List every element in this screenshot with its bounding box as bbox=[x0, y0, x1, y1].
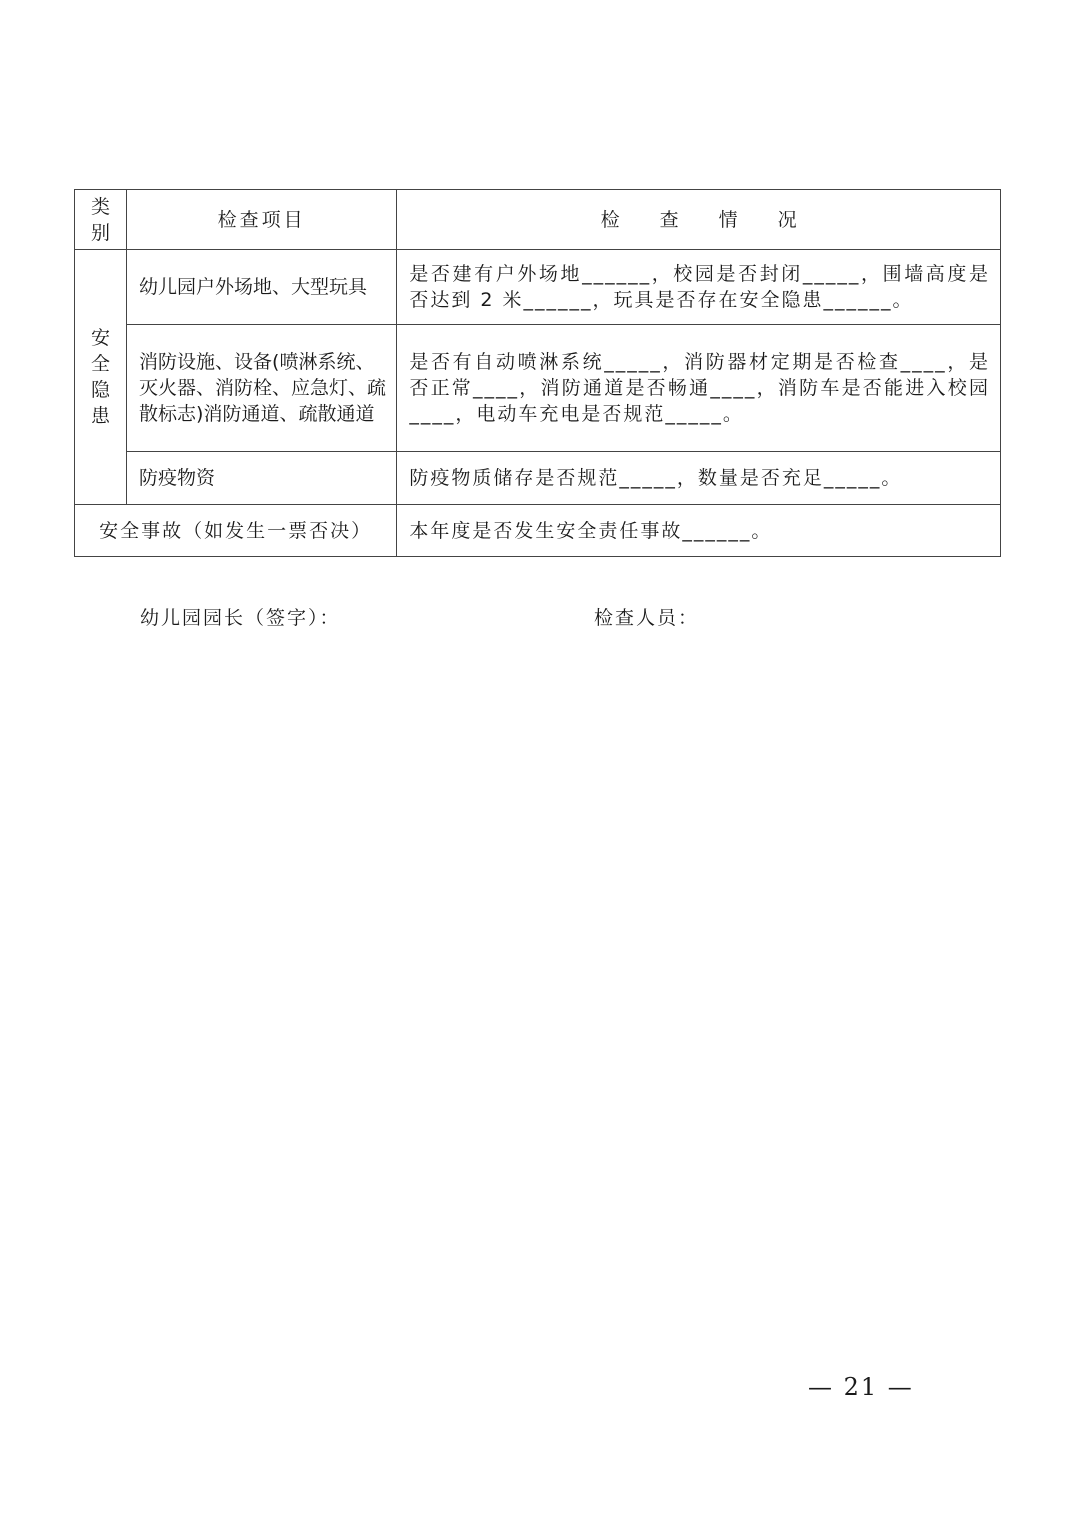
header-item: 检查项目 bbox=[127, 190, 397, 250]
inspector-signature-label: 检查人员： bbox=[594, 607, 700, 629]
status-outdoor-facilities: 是否建有户外场地______，校园是否封闭_____，围墙高度是否达到 2 米______，玩具是否存在安全隐患______。 bbox=[397, 250, 1001, 325]
item-fire-safety: 消防设施、设备(喷淋系统、灭火器、消防栓、应急灯、疏散标志)消防通道、疏散通道 bbox=[127, 325, 397, 452]
status-epidemic-supplies: 防疫物质储存是否规范_____，数量是否充足_____。 bbox=[397, 452, 1001, 505]
table-row bbox=[75, 325, 1001, 452]
category-safety-hazards bbox=[75, 250, 127, 505]
item-safety-accident: 安全事故（如发生一票否决） bbox=[75, 505, 397, 557]
category-safety-hazards-label: 安全隐患 bbox=[91, 327, 111, 427]
table-row bbox=[75, 505, 1001, 557]
item-epidemic-supplies: 防疫物资 bbox=[127, 452, 397, 505]
header-category-label: 类别 bbox=[91, 195, 111, 244]
header-category bbox=[75, 190, 127, 250]
status-safety-accident: 本年度是否发生安全责任事故______。 bbox=[397, 505, 1001, 557]
status-fire-safety: 是否有自动喷淋系统_____，消防器材定期是否检查____，是否正常____，消防通道是否畅通____，消防车是否能进入校园____，电动车充电是否规范_____。 bbox=[397, 325, 1001, 452]
page-number: — 21 — bbox=[808, 1373, 914, 1401]
item-outdoor-facilities: 幼儿园户外场地、大型玩具 bbox=[127, 250, 397, 325]
inspection-table bbox=[74, 189, 1001, 557]
principal-signature-label: 幼儿园园长（签字）： bbox=[140, 607, 341, 629]
header-status: 检查情况 bbox=[397, 190, 1001, 250]
table-row bbox=[75, 452, 1001, 505]
table-header-row bbox=[75, 190, 1001, 250]
table-row bbox=[75, 250, 1001, 325]
